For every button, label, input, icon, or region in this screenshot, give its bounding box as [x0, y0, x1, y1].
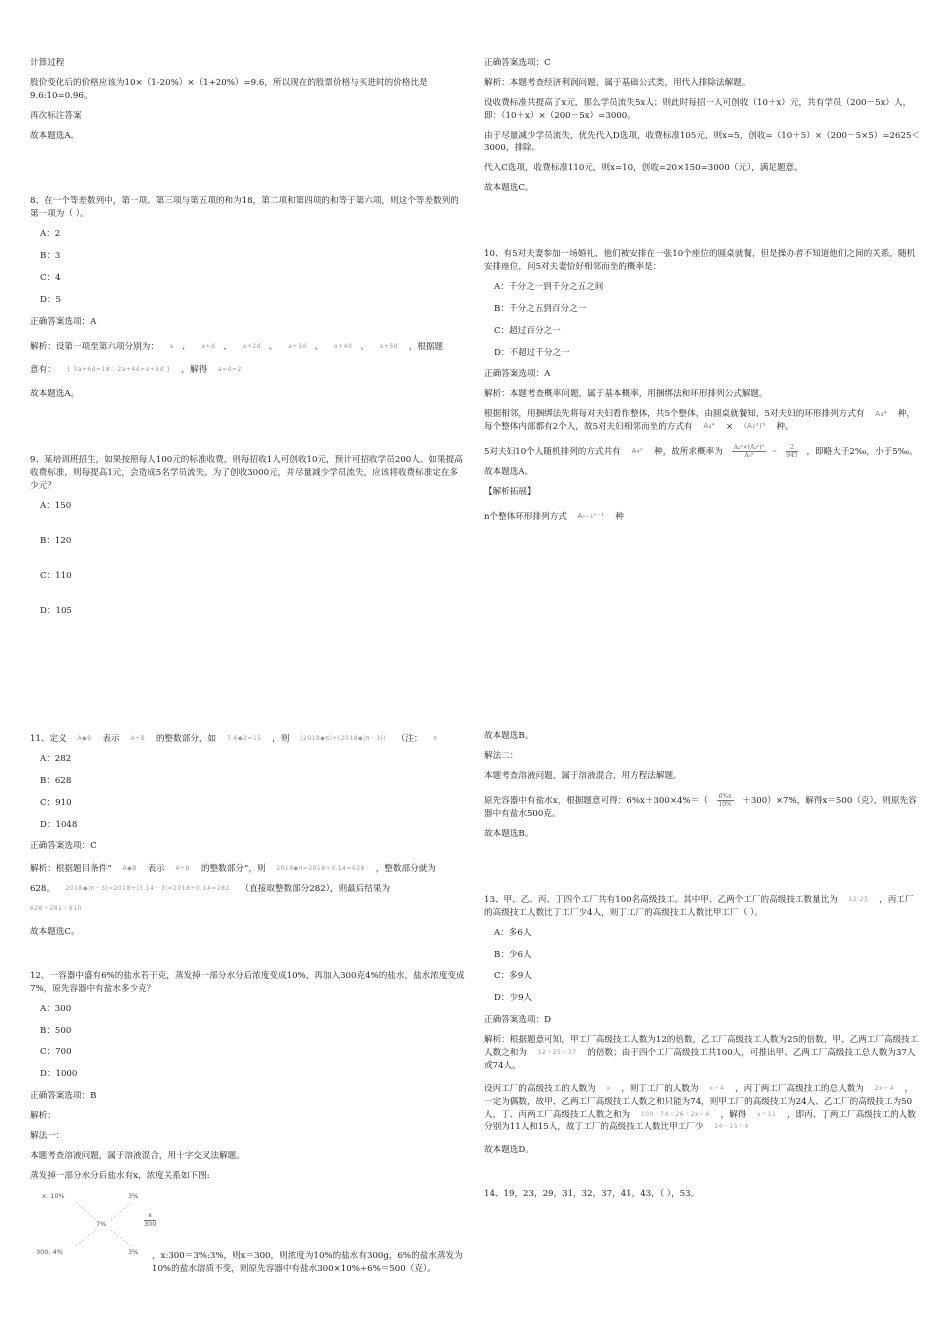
q11-math-1: A◆B — [77, 735, 92, 742]
q13-p2b: ，则丁工厂的人数为 — [621, 1083, 699, 1094]
q9-option-d: D：105 — [40, 605, 72, 616]
diagram-ratio-den: 300 — [144, 1219, 157, 1228]
seq-term-1: a — [169, 342, 174, 350]
q12-m2p2-b: ＋300）×7%，解得x＝500（克），则原先容器中有盐水500克。 — [484, 795, 917, 820]
q8-option-c: C：4 — [40, 273, 61, 284]
diagram-3-bottom: 3% — [128, 1247, 139, 1256]
q10-option-b: B：千分之五到百分之一 — [494, 303, 587, 314]
q12-stem: 12、一容器中盛有6%的盐水若干克，蒸发掉一部分水分后浓度变成10%，再加入300克4%的盐水，盐水浓度变成7%，原先容器中有盐水多少克？ — [30, 970, 465, 994]
q13-option-a: A：多6人 — [494, 927, 532, 938]
q11-option-b: B：628 — [40, 775, 72, 786]
q10-math-4: A₉⁹ — [631, 447, 644, 456]
q11-stem-c: 的整数部分，如 — [155, 734, 217, 744]
q11-ana-a: 解析：根据题目条件“ — [30, 864, 112, 875]
q9-option-c: C：110 — [40, 570, 72, 581]
left-bottom-column — [30, 733, 468, 1282]
q13-p1-text: 解析：根据题意可知，甲工厂高级技工人数为12的倍数，乙工厂高级技工人数为25的倍数，甲、乙两工厂高级技工人数之和为 — [484, 1035, 919, 1058]
q13-math-8: 24－15＝9 — [714, 1123, 749, 1131]
q9-conclusion: 故本题选C。 — [484, 183, 534, 194]
q13-answer: 正确答案选项：D — [484, 1015, 552, 1026]
q10-option-a: A：千分之一到千分之五之间 — [494, 281, 604, 292]
q11-option-d: D：1048 — [40, 819, 78, 830]
q11-ana-e: 628。 — [30, 884, 55, 895]
q8-analysis-text-b: ，根据题 — [408, 341, 444, 352]
seq-sep-5: 、 — [360, 341, 369, 352]
q13-stem-b: ，丙工厂的高级技工人数比丁工厂少4人，则丁工厂的高级技工人数比甲工厂（ ）。 — [484, 894, 914, 918]
q12-option-c: C：700 — [40, 1047, 72, 1058]
q13-math-3: x — [606, 1084, 611, 1092]
q10-conclusion: 故本题选A。 — [484, 467, 534, 478]
q13-stem-a: 13、甲、乙、丙、丁四个工厂共有100名高级技工。其中甲、乙两个工厂的高级技工数量比为 — [484, 894, 838, 905]
q10-ext-text-b: 种 — [615, 512, 624, 523]
q9-analysis-p1: 设收费标准共提高了x元，那么学员流失5x人；则此时每招一人可创收（10＋x）元，共有学员（200－5x）人，即：（10＋x）×（200－5x）=3000。 — [484, 97, 912, 121]
q10-analysis-p2 — [484, 444, 920, 459]
q11-stem — [30, 733, 468, 746]
diagram-7: 7% — [96, 1219, 107, 1228]
q11-stem-b: 表示 — [102, 734, 120, 744]
q8-analysis-text: 解析：设第一项至第六项分别为： — [30, 341, 159, 352]
right-bottom-column — [484, 730, 920, 1208]
q8-analysis-text-d: ，解得 — [181, 364, 208, 375]
q13-option-d: D：少9人 — [494, 993, 533, 1004]
q8-option-a: A：2 — [40, 229, 61, 240]
q12-method2-label: 解法二： — [484, 750, 519, 761]
q8-equation-system: { 3a+6d=18 ; 2a+4d=a+5d } — [66, 365, 171, 373]
q13-p2e: ，解得 — [720, 1109, 747, 1120]
q10-p1-text: 根据相邻，用捆绑法先将每对夫妇看作整体，共5个整体，由圆桌就餐知，5对夫妇的环形排列方式有 — [484, 409, 865, 420]
q12-conclusion-2: 故本题选B。 — [484, 828, 534, 839]
diagram-x-10: x: 10% — [42, 1191, 65, 1200]
q11-math-7: A÷B — [175, 865, 191, 873]
q10-times: × — [725, 422, 734, 433]
diagram-300-4: 300: 4% — [36, 1247, 63, 1256]
q10-math-5: Aₙ₋₁ⁿ⁻¹ — [577, 512, 605, 521]
seq-term-5: a+4d — [333, 342, 353, 350]
q10-math-2: A₄⁴ — [703, 422, 716, 431]
q13-math-6: 100－74＝26＝2x＋4 — [640, 1110, 710, 1118]
q13-analysis-p1 — [484, 1034, 920, 1073]
q10-p1b-text: 种，每个整体内部都有2个人，故5对夫妇相邻而坐的方式有 — [484, 409, 916, 433]
q12-method2-p2 — [484, 793, 920, 821]
q12-frac-den: 10% — [718, 800, 732, 808]
q13-analysis-p2 — [484, 1083, 920, 1135]
q12-method1-p3: ，x:300＝3%:3%，则x＝300，则浓度为10%的盐水有300g，6%的盐水蒸发为10%的盐水溶质不变，则原先容器中有盐水300×10%÷6%＝500（克）。 — [152, 1250, 463, 1274]
q12-conclusion-1: 故本题选B。 — [484, 731, 534, 741]
left-top-column — [30, 57, 465, 627]
q11-ana-b: 表示 — [147, 864, 165, 875]
q9-stem: 9、某培训班招生，如果按照每人100元的标准收费，则每招收1人可创收10元，预计可招收学员200人。如果提高收费标准，则每提高1元，会造成5名学员流失。为了创收3000元，并尽量减少学员流失，应该将收费标准定在多少元？ — [30, 455, 463, 492]
q13-math-1: 12:25 — [848, 895, 869, 903]
q12-analysis-label: 解析： — [30, 1111, 56, 1122]
q13-math-4: x＋4 — [709, 1084, 725, 1092]
seq-term-3: a+2d — [242, 342, 261, 350]
q12-answer: 正确答案选项：B — [30, 1091, 97, 1102]
q11-ana-d: ，整数部分就为 — [375, 864, 436, 875]
q13-option-c: C：多9人 — [494, 971, 532, 982]
q8-option-b: B：3 — [40, 251, 61, 262]
q12-frac-num: 6%x — [718, 792, 732, 800]
q10-p1c-text: 种。 — [776, 422, 794, 433]
q8-option-d: D：5 — [40, 294, 61, 305]
q9-analysis: 解析：本题考查经济利润问题，属于基础公式类，用代入排除法解题。 — [484, 77, 751, 88]
q9-option-b: B：120 — [40, 535, 72, 546]
q10-ext-title: 【解析拓展】 — [484, 487, 536, 498]
q12-option-a: A：300 — [40, 1003, 72, 1014]
q8-conclusion: 故本题选A。 — [30, 389, 80, 400]
q11-math-8: 2018◆π=2018÷3.14=628 — [276, 865, 365, 873]
q10-frac2-den: 945 — [786, 452, 798, 460]
diagram-ratio-num: x — [144, 1212, 156, 1221]
q10-frac-num: A₄⁴×(A₂²)⁵ — [733, 444, 764, 452]
q13-p2c: ，丙丁两工厂高级技工的总人数为 — [734, 1083, 864, 1094]
q10-frac2-num: 2 — [786, 444, 797, 452]
seq-sep-1: 、 — [181, 341, 191, 352]
seq-term-6: a+5d — [379, 342, 398, 350]
q8-analysis-text-c: 意有： — [30, 364, 56, 375]
q11-math-9: 2018◆|π－3|=2018÷|3.14－3|=2018÷0.14=282 — [65, 885, 230, 893]
q10-p2-text: 5对夫妇10个人随机排列的方式共有 — [484, 447, 621, 458]
diagram-3-top: 3% — [128, 1191, 139, 1200]
q11-stem-a: 11、定义 — [30, 734, 67, 744]
q13-p2d: ，一定为偶数，故甲、乙两工厂高级技工人数之和只能为74，则甲工厂的高级技工为24人、乙工厂的高级技工为50人，丁、丙两工厂高级技工人数之和为 — [484, 1083, 914, 1120]
q11-analysis-3 — [30, 903, 468, 916]
q11-math-2: A÷B — [130, 735, 146, 742]
q10-fraction-2 — [786, 444, 797, 459]
q10-analysis: 解析：本题考查概率问题，属于基本概率，用捆绑法和环形排列公式解题。 — [484, 389, 768, 400]
q11-stem-e: （注： — [396, 734, 423, 744]
q13-conclusion: 故本题选D。 — [484, 1145, 534, 1156]
q9-analysis-p3: 代入C选项，收费标准110元，则x=10，创收=20×150=3000（元），满足题意。 — [484, 163, 803, 174]
q8-analysis — [30, 341, 465, 354]
q11-analysis-2 — [30, 883, 468, 896]
q10-equals: = — [772, 448, 778, 456]
again-label: 再次标注答案 — [30, 110, 82, 121]
q11-ana-c: 的整数部分”，则 — [200, 864, 266, 875]
q13-p2f: ，即丙、丁两工厂高级技工的人数分别为11人和15人，故丁工厂的高级技工人数比甲工厂少 — [484, 1109, 916, 1133]
q11-math-10: 628＋282＝910 — [30, 905, 82, 913]
q11-math-5: π — [433, 735, 438, 742]
q13-p1b-text: 的倍数；由于四个工厂高级技工共100人，可推出甲、乙两工厂高级技工总人数为37人或74人。 — [484, 1047, 916, 1071]
q11-option-a: A：282 — [40, 753, 72, 764]
seq-term-4: a+3d — [288, 342, 307, 350]
q12-method1-label: 解法一： — [30, 1131, 65, 1142]
q11-analysis — [30, 863, 468, 876]
q12-method2-p1: 本题考查溶液问题，属于溶液混合，用方程法解题。 — [484, 770, 682, 781]
q9-answer: 正确答案选项：C — [484, 58, 551, 68]
cross-method-diagram — [36, 1190, 216, 1260]
q8-solution: a=d=2 — [217, 365, 242, 373]
right-top-column — [484, 57, 920, 531]
calc-title: 计算过程 — [30, 58, 65, 68]
q10-ext-body — [484, 511, 920, 524]
diagram-ratio — [144, 1212, 156, 1229]
q12-fraction — [717, 793, 734, 808]
calc-body: 股价变化后的价格应该为10×（1-20%）×（1+20%）=9.6，所以现在的股票价格与买进时的价格比是9.6:10=0.96。 — [30, 77, 428, 101]
q13-math-5: 2x＋4 — [874, 1084, 894, 1092]
q10-p2c-text: ，即略大于2‰，小于5‰。 — [806, 447, 918, 458]
q10-frac-den: A₉⁹ — [744, 452, 754, 460]
q11-math-4: (2018◆π)+(2018◆|π－3|) — [300, 735, 386, 742]
q11-math-6: A◆B — [122, 865, 137, 873]
q12-option-b: B：500 — [40, 1025, 72, 1036]
q10-answer: 正确答案选项：A — [484, 369, 551, 380]
q13-math-2: 12＋25＝37 — [537, 1048, 577, 1056]
q10-option-d: D：不超过千分之一 — [494, 347, 570, 358]
conclusion: 故本题选A。 — [30, 130, 80, 141]
q10-math-3: (A₂²)⁵ — [743, 422, 766, 431]
q8-answer: 正确答案选项：A — [30, 316, 97, 327]
q12-method1-p1: 本题考查溶液问题，属于溶液混合，用十字交叉法解题。 — [30, 1150, 245, 1161]
q10-p2b-text: 种，故所求概率为 — [654, 447, 723, 458]
q11-answer: 正确答案选项：C — [30, 841, 97, 852]
q13-stem — [484, 894, 920, 920]
q14-stem: 14、19，23，29，31，32，37，41，43，（ ），53。 — [484, 1189, 700, 1200]
q9-option-a: A：150 — [40, 501, 72, 512]
q10-analysis-p1 — [484, 408, 920, 434]
q11-conclusion: 故本题选C。 — [30, 927, 80, 938]
q12-method1-p2: 蒸发掉一部分水分后盐水有x，浓度关系如下图: — [30, 1170, 210, 1181]
q8-analysis-2 — [30, 364, 465, 377]
q12-option-d: D：1000 — [40, 1069, 78, 1080]
seq-sep-2: 、 — [223, 341, 232, 352]
q12-m2p2-a: 原先容器中有盐水x，根据题意可得：6%x＋300×4%＝（ — [484, 795, 708, 806]
q13-option-b: B：少6人 — [494, 949, 532, 960]
q10-ext-text: n个整体环形排列方式 — [484, 512, 567, 523]
q8-stem: 8、在一个等差数列中，第一项、第三项与第五项的和为18，第二项和第四项的和等于第六项，则这个等差数列的第一项为（ ）。 — [30, 196, 459, 220]
q10-stem: 10、有5对夫妻参加一场婚礼，他们被安排在一张10个座位的圆桌就餐，但是操办者不知道他们之间的关系，随机安排座位，问5对夫妻恰好相邻而坐的概率是： — [484, 249, 916, 273]
q10-option-c: C：超过百分之一 — [494, 325, 561, 336]
q11-ana-f: （直接取整数部分282），则最后结果为 — [240, 884, 391, 895]
q11-math-3: 7.6◆2=15 — [226, 735, 262, 742]
q13-p2a: 设丙工厂的高级技工的人数为 — [484, 1083, 596, 1094]
q9-analysis-p2: 由于尽量减少学员流失，优先代入D选项，收费标准105元，则x=5，创收=（10＋5）×（200－5×5）=2625＜3000，排除。 — [484, 130, 921, 154]
seq-term-2: a+d — [201, 342, 216, 350]
q11-stem-d: ，则 — [272, 734, 290, 744]
q10-math-1: A₄⁴ — [875, 409, 888, 418]
seq-sep-3: 、 — [268, 341, 278, 352]
q10-fraction-1 — [732, 444, 766, 459]
q11-option-c: C：910 — [40, 797, 72, 808]
seq-sep-4: 、 — [314, 341, 324, 352]
q13-math-7: x＝11 — [757, 1110, 777, 1118]
